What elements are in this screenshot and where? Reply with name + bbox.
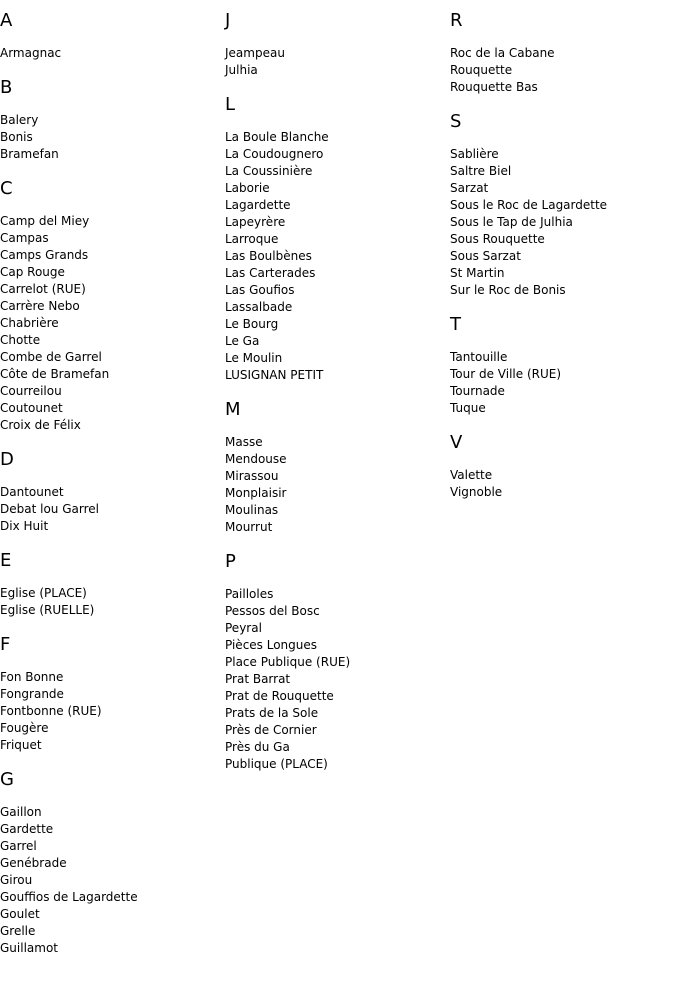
street-name-link[interactable]: Publique (PLACE) xyxy=(225,757,328,771)
list-item xyxy=(0,518,225,535)
street-list xyxy=(0,585,225,619)
street-name-link[interactable]: Carrère Nebo xyxy=(0,299,80,313)
street-name-link[interactable]: Le Ga xyxy=(225,334,260,348)
letter-section xyxy=(225,94,450,384)
street-name-link[interactable]: Las Goufios xyxy=(225,283,295,297)
street-name-link[interactable]: Saltre Biel xyxy=(450,164,512,178)
street-name-link[interactable]: Sarzat xyxy=(450,181,489,195)
list-item xyxy=(225,756,450,773)
street-name-link[interactable]: Près de Cornier xyxy=(225,723,317,737)
list-item xyxy=(450,180,675,197)
list-item xyxy=(0,737,225,754)
list-item xyxy=(0,501,225,518)
list-item xyxy=(225,637,450,654)
section-letter-heading: B xyxy=(0,77,13,98)
list-item xyxy=(0,804,225,821)
list-item xyxy=(450,197,675,214)
street-name-link[interactable]: Guillamot xyxy=(0,941,58,955)
list-item xyxy=(0,940,225,957)
street-name-link[interactable]: St Martin xyxy=(450,266,505,280)
street-name-link[interactable]: Gaillon xyxy=(0,805,42,819)
list-item xyxy=(0,230,225,247)
street-name-link[interactable]: Roc de la Cabane xyxy=(450,46,555,60)
index-column xyxy=(450,0,675,516)
list-item xyxy=(225,468,450,485)
street-name-link[interactable]: Lassalbade xyxy=(225,300,293,314)
street-list xyxy=(0,669,225,754)
list-item xyxy=(225,146,450,163)
street-name-link[interactable]: Sous Rouquette xyxy=(450,232,545,246)
list-item xyxy=(450,467,675,484)
street-name-link[interactable]: Goulet xyxy=(0,907,40,921)
list-item xyxy=(0,686,225,703)
street-list xyxy=(0,804,225,957)
letter-section xyxy=(225,399,450,536)
street-name-link[interactable]: Gouffios de Lagardette xyxy=(0,890,138,904)
list-item xyxy=(225,350,450,367)
street-name-link[interactable]: Tuque xyxy=(450,401,486,415)
list-item xyxy=(0,129,225,146)
list-item xyxy=(0,585,225,602)
street-name-link[interactable]: Pailloles xyxy=(225,587,274,601)
street-name-link[interactable]: Masse xyxy=(225,435,263,449)
street-list xyxy=(0,45,225,62)
section-letter-heading: F xyxy=(0,634,11,655)
section-letter-heading: R xyxy=(450,10,463,31)
street-name-link[interactable]: Fon Bonne xyxy=(0,670,64,684)
list-item xyxy=(225,214,450,231)
street-name-link[interactable]: Dix Huit xyxy=(0,519,49,533)
list-item xyxy=(0,669,225,686)
index-column xyxy=(0,0,225,972)
list-item xyxy=(0,821,225,838)
letter-section xyxy=(225,10,450,79)
section-letter-heading: D xyxy=(0,449,14,470)
list-item xyxy=(0,281,225,298)
list-item xyxy=(225,519,450,536)
letter-section xyxy=(0,10,225,62)
list-item xyxy=(450,163,675,180)
list-item xyxy=(450,349,675,366)
street-name-link[interactable]: Valette xyxy=(450,468,493,482)
letter-section xyxy=(450,314,675,417)
street-name-link[interactable]: Près du Ga xyxy=(225,740,290,754)
street-name-link[interactable]: Sablière xyxy=(450,147,499,161)
street-name-link[interactable]: Sous le Tap de Julhia xyxy=(450,215,573,229)
list-item xyxy=(450,214,675,231)
list-item xyxy=(450,45,675,62)
street-name-link[interactable]: Carrelot (RUE) xyxy=(0,282,86,296)
section-letter-heading: E xyxy=(0,550,12,571)
street-name-link[interactable]: Combe de Garrel xyxy=(0,350,102,364)
list-item xyxy=(225,180,450,197)
street-name-link[interactable]: La Coudougnero xyxy=(225,147,324,161)
letter-section xyxy=(0,550,225,619)
list-item xyxy=(225,739,450,756)
street-name-link[interactable]: Lagardette xyxy=(225,198,291,212)
street-name-link[interactable]: Peyral xyxy=(225,621,262,635)
list-item xyxy=(225,45,450,62)
list-item xyxy=(225,705,450,722)
list-item xyxy=(0,906,225,923)
street-list xyxy=(0,213,225,434)
street-name-link[interactable]: Tantouille xyxy=(450,350,508,364)
list-item xyxy=(225,248,450,265)
street-name-link[interactable]: Las Carterades xyxy=(225,266,316,280)
street-name-link[interactable]: Pessos del Bosc xyxy=(225,604,320,618)
list-item xyxy=(0,703,225,720)
letter-section xyxy=(0,178,225,434)
street-name-link[interactable]: Sur le Roc de Bonis xyxy=(450,283,566,297)
street-name-link[interactable]: Moulinas xyxy=(225,503,279,517)
street-name-link[interactable]: Tournade xyxy=(450,384,505,398)
street-name-link[interactable]: Genébrade xyxy=(0,856,67,870)
list-item xyxy=(450,146,675,163)
list-item xyxy=(225,586,450,603)
street-list xyxy=(450,467,675,501)
street-name-link[interactable]: Eglise (RUELLE) xyxy=(0,603,95,617)
list-item xyxy=(0,417,225,434)
list-item xyxy=(225,129,450,146)
list-item xyxy=(225,654,450,671)
list-item xyxy=(450,383,675,400)
list-item xyxy=(0,213,225,230)
list-item xyxy=(450,484,675,501)
list-item xyxy=(450,248,675,265)
section-letter-heading: M xyxy=(225,399,241,420)
street-name-link[interactable]: Dantounet xyxy=(0,485,64,499)
street-name-link[interactable]: Fongrande xyxy=(0,687,64,701)
street-name-link[interactable]: Prat de Rouquette xyxy=(225,689,334,703)
list-item xyxy=(450,282,675,299)
street-name-link[interactable]: Tour de Ville (RUE) xyxy=(450,367,562,381)
street-list xyxy=(225,45,450,79)
letter-section xyxy=(0,634,225,754)
street-name-link[interactable]: LUSIGNAN PETIT xyxy=(225,368,324,382)
street-name-link[interactable]: Mourrut xyxy=(225,520,273,534)
street-name-link[interactable]: Rouquette xyxy=(450,63,513,77)
section-letter-heading: J xyxy=(225,10,231,31)
street-name-link[interactable]: Chotte xyxy=(0,333,41,347)
list-item xyxy=(225,434,450,451)
list-item xyxy=(450,231,675,248)
street-name-link[interactable]: Courreilou xyxy=(0,384,62,398)
section-letter-heading: G xyxy=(0,769,14,790)
section-letter-heading: A xyxy=(0,10,13,31)
list-item xyxy=(450,62,675,79)
list-item xyxy=(225,62,450,79)
street-name-link[interactable]: Pièces Longues xyxy=(225,638,318,652)
list-item xyxy=(0,720,225,737)
letter-section xyxy=(0,769,225,957)
street-name-link[interactable]: Gardette xyxy=(0,822,54,836)
street-name-link[interactable]: Laborie xyxy=(225,181,270,195)
street-name-link[interactable]: Julhia xyxy=(225,63,258,77)
street-name-link[interactable]: Place Publique (RUE) xyxy=(225,655,351,669)
list-item xyxy=(0,298,225,315)
street-list xyxy=(0,484,225,535)
list-item xyxy=(0,45,225,62)
street-name-link[interactable]: Prat Barrat xyxy=(225,672,291,686)
list-item xyxy=(0,146,225,163)
street-name-link[interactable]: Rouquette Bas xyxy=(450,80,538,94)
street-name-link[interactable]: Campas xyxy=(0,231,49,245)
list-item xyxy=(225,603,450,620)
street-name-link[interactable]: La Coussinière xyxy=(225,164,313,178)
street-name-link[interactable]: Côte de Bramefan xyxy=(0,367,110,381)
list-item xyxy=(225,282,450,299)
list-item xyxy=(0,349,225,366)
list-item xyxy=(0,889,225,906)
list-item xyxy=(0,838,225,855)
street-name-link[interactable]: Sous Sarzat xyxy=(450,249,521,263)
street-name-link[interactable]: Le Moulin xyxy=(225,351,283,365)
list-item xyxy=(0,366,225,383)
street-name-link[interactable]: Sous le Roc de Lagardette xyxy=(450,198,608,212)
list-item xyxy=(0,872,225,889)
list-item xyxy=(225,722,450,739)
letter-section xyxy=(450,10,675,96)
street-name-link[interactable]: Eglise (PLACE) xyxy=(0,586,87,600)
street-name-link[interactable]: Girou xyxy=(0,873,33,887)
street-list xyxy=(225,129,450,384)
list-item xyxy=(225,688,450,705)
street-name-link[interactable]: Mendouse xyxy=(225,452,287,466)
street-list xyxy=(450,45,675,96)
list-item xyxy=(225,197,450,214)
street-name-link[interactable]: Fougère xyxy=(0,721,49,735)
street-name-link[interactable]: Grelle xyxy=(0,924,36,938)
letter-section xyxy=(0,449,225,535)
section-letter-heading: V xyxy=(450,432,463,453)
list-item xyxy=(225,620,450,637)
street-name-link[interactable]: Jeampeau xyxy=(225,46,285,60)
list-item xyxy=(225,333,450,350)
list-item xyxy=(0,855,225,872)
street-name-link[interactable]: Bonis xyxy=(0,130,33,144)
section-letter-heading: S xyxy=(450,111,462,132)
list-item xyxy=(450,366,675,383)
list-item xyxy=(0,247,225,264)
street-list xyxy=(225,586,450,773)
street-name-link[interactable]: Bramefan xyxy=(0,147,59,161)
letter-section xyxy=(450,111,675,299)
street-name-link[interactable]: Croix de Félix xyxy=(0,418,81,432)
street-name-link[interactable]: Balery xyxy=(0,113,39,127)
street-list xyxy=(225,434,450,536)
list-item xyxy=(0,332,225,349)
list-item xyxy=(225,485,450,502)
street-name-link[interactable]: Camp del Miey xyxy=(0,214,90,228)
list-item xyxy=(225,163,450,180)
street-name-link[interactable]: Lapeyrère xyxy=(225,215,286,229)
list-item xyxy=(0,383,225,400)
list-item xyxy=(225,671,450,688)
list-item xyxy=(225,299,450,316)
street-list xyxy=(450,349,675,417)
list-item xyxy=(225,265,450,282)
street-list xyxy=(450,146,675,299)
street-name-link[interactable]: Prats de la Sole xyxy=(225,706,319,720)
letter-section xyxy=(225,551,450,773)
street-name-link[interactable]: Friquet xyxy=(0,738,42,752)
street-name-link[interactable]: Le Bourg xyxy=(225,317,279,331)
list-item xyxy=(450,265,675,282)
list-item xyxy=(0,400,225,417)
section-letter-heading: T xyxy=(450,314,461,335)
section-letter-heading: L xyxy=(225,94,236,115)
list-item xyxy=(0,315,225,332)
street-name-link[interactable]: Camps Grands xyxy=(0,248,89,262)
list-item xyxy=(225,502,450,519)
street-name-link[interactable]: Mirassou xyxy=(225,469,279,483)
list-item xyxy=(225,367,450,384)
street-name-link[interactable]: Fontbonne (RUE) xyxy=(0,704,102,718)
street-name-link[interactable]: Coutounet xyxy=(0,401,63,415)
street-name-link[interactable]: Debat lou Garrel xyxy=(0,502,99,516)
street-name-link[interactable]: Armagnac xyxy=(0,46,62,60)
street-name-link[interactable]: Las Boulbènes xyxy=(225,249,312,263)
street-name-link[interactable]: Larroque xyxy=(225,232,279,246)
list-item xyxy=(0,923,225,940)
list-item xyxy=(225,451,450,468)
list-item xyxy=(225,231,450,248)
street-name-link[interactable]: Cap Rouge xyxy=(0,265,65,279)
list-item xyxy=(450,79,675,96)
list-item xyxy=(0,112,225,129)
list-item xyxy=(0,602,225,619)
street-name-link[interactable]: Monplaisir xyxy=(225,486,287,500)
street-name-link[interactable]: Garrel xyxy=(0,839,37,853)
list-item xyxy=(0,484,225,501)
list-item xyxy=(450,400,675,417)
list-item xyxy=(0,264,225,281)
letter-section xyxy=(450,432,675,501)
index-column xyxy=(225,0,450,788)
street-name-link[interactable]: La Boule Blanche xyxy=(225,130,329,144)
street-list xyxy=(0,112,225,163)
list-item xyxy=(225,316,450,333)
street-name-link[interactable]: Chabrière xyxy=(0,316,59,330)
street-name-link[interactable]: Vignoble xyxy=(450,485,503,499)
section-letter-heading: C xyxy=(0,178,13,199)
letter-section xyxy=(0,77,225,163)
section-letter-heading: P xyxy=(225,551,236,572)
